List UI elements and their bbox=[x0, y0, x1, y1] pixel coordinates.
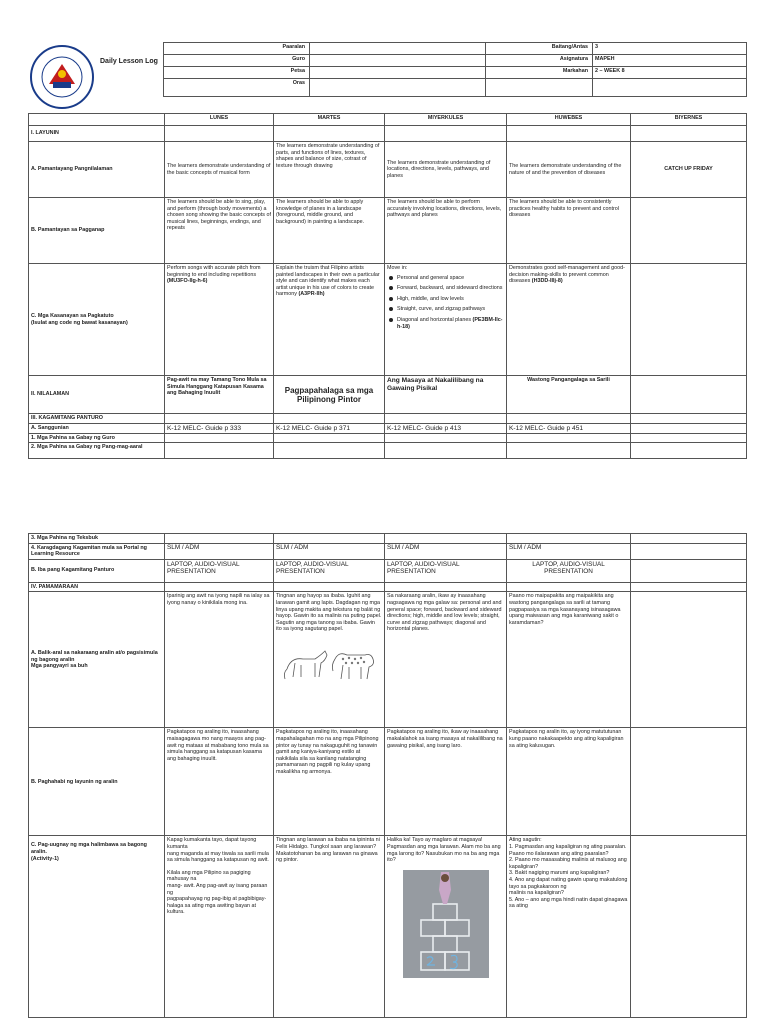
cell-text: pagpapahayag ng pag-ibig at pagbibigay-halaga sa ating mga awiting bayan at kultura. bbox=[167, 896, 267, 916]
empty-cell bbox=[165, 534, 274, 544]
cell-text: nang maganda at may tiwala sa sarili mula sa simula hanggang sa katapusan ng awit. bbox=[167, 850, 269, 864]
label-paaralan: Paaralan bbox=[164, 43, 310, 55]
laptop-miyerkules: LAPTOP, AUDIO-VISUAL PRESENTATION bbox=[385, 559, 507, 582]
empty-cell bbox=[385, 414, 507, 424]
cell-text: The learners should be able to consistently practices healthy habits to prevent and control diseases bbox=[507, 198, 631, 264]
slm-huwebes: SLM / ADM bbox=[507, 543, 631, 559]
cell-balik-aral-martes bbox=[274, 592, 385, 728]
sanggunian-martes: K-12 MELC- Guide p 371 bbox=[274, 423, 385, 433]
cell-pag-uugnay-huwebes bbox=[507, 836, 631, 1018]
empty-cell bbox=[631, 264, 747, 376]
cell-text: Pagkatapos ng araling ito, inaasahang mapahalagahan mo na ang mga Pilipinong pintor ay tunay na nakaguguhit ng tanawin gamit ang kaniya-kaniyang estilo at nakikilala sila sa kanilang natatanging pamamaraan ng pagpili ng kulay upang makalikha ng armonya. bbox=[274, 728, 385, 836]
row-label-sanggunian: A. Sanggunian bbox=[29, 423, 165, 433]
list-item-text: Diagonal and horizontal planes bbox=[397, 316, 472, 323]
empty-cell bbox=[507, 433, 631, 443]
empty-cell bbox=[631, 559, 747, 582]
label-oras: Oras bbox=[164, 79, 310, 97]
cell-text: The learners should be able to apply knowledge of planes in a landscape (foreground, middle ground, and background) in painting a landscape. bbox=[274, 198, 385, 264]
cell-text: Pagkatapos ng aralin ito, ay iyong matututunan kung paano nakakaapekto ang ating kapaligiran sa ating kalusugan. bbox=[507, 728, 631, 836]
label-markahan: Markahan bbox=[486, 67, 593, 79]
empty-cell bbox=[631, 543, 747, 559]
cell-text: Pagkatapos ng araling ito, inaasahang maisagagawa mo nang maayos ang pag-awit ng mataas at mababang tono mula sa simula hanggang sa katapusan kasama ang bahaging inuulit. bbox=[165, 728, 274, 836]
lesson-table-1 bbox=[28, 113, 747, 459]
row-label-pamamaraan: IV. PAMAMARAAN bbox=[29, 582, 165, 592]
day-header-biyernes: BIYERNES bbox=[631, 114, 747, 126]
row-label-teksbuk: 3. Mga Pahina ng Teksbuk bbox=[29, 534, 165, 544]
cell-text: The learners demonstrate understanding of the basic concepts of musical form bbox=[165, 142, 274, 198]
empty-cell bbox=[385, 443, 507, 459]
cell-text: The learners demonstrate understanding of parts, and functions of lines, textures, shapes and balance of size, cotrast of texture through drawing bbox=[274, 142, 385, 198]
empty-cell bbox=[165, 433, 274, 443]
empty-cell bbox=[507, 443, 631, 459]
empty-cell bbox=[631, 443, 747, 459]
nilalaman-lunes: Pag-awit na may Tamang Tono Mula sa Simula Hanggang Katapusan Kasama ang Bahaging Inuulit bbox=[165, 376, 274, 414]
value-petsa[interactable] bbox=[310, 67, 486, 79]
cell-text: 3. Bakit nagiging marumi ang kapaligiran? bbox=[509, 870, 610, 877]
balik-aral-label: A. Balik-aral sa nakaraang aralin at/o pagsisimula ng bagong aralin bbox=[31, 649, 158, 663]
cell-text: Explain the truism that Filipino artists painted landscapes in their own a particular style and can identify what makes each artist unique in his use of colors to create harmony bbox=[276, 265, 380, 298]
kasanayan-label: C. Mga Kasanayan sa Pagkatuto bbox=[31, 312, 114, 319]
row-label-iba-pang-kagamitan: B. Iba pang Kagamitang Panturo bbox=[29, 559, 165, 582]
cell-text: 4. Ano ang dapat nating gawin upang makatulong tayo sa pagkakaroon ng bbox=[509, 876, 628, 890]
laptop-martes: LAPTOP, AUDIO-VISUAL PRESENTATION bbox=[274, 559, 385, 582]
empty-cell bbox=[631, 414, 747, 424]
cell-text: Pagkatapos ng araling ito, ikaw ay inaasahang makalalahok sa isang masaya at nakalilibang na gawaing pisikal, ang isang laro. bbox=[385, 728, 507, 836]
empty-cell bbox=[507, 534, 631, 544]
row-label-paghahabi: B. Paghahabi ng layunin ng aralin bbox=[29, 728, 165, 836]
cell-text: Demonstrates good self-management and good-decision making-skills to prevent common diseases bbox=[509, 265, 625, 285]
empty-cell bbox=[507, 414, 631, 424]
slm-lunes: SLM / ADM bbox=[165, 543, 274, 559]
catch-up-friday: CATCH UP FRIDAY bbox=[631, 142, 747, 198]
label-guro: Guro bbox=[164, 55, 310, 67]
empty-cell bbox=[165, 126, 274, 142]
empty-cell bbox=[593, 79, 747, 97]
competency-code: (A3PR-IIh) bbox=[298, 291, 325, 298]
empty-cell bbox=[274, 414, 385, 424]
row-label-kagamitang-panturo: III. KAGAMITANG PANTURO bbox=[29, 414, 165, 424]
animal-drawing-figure bbox=[281, 639, 377, 683]
empty-cell bbox=[274, 534, 385, 544]
day-header-martes: MARTES bbox=[274, 114, 385, 126]
empty-cell bbox=[486, 79, 593, 97]
cell-text: Paano mo maipapakita ang maipakikita ang wastong pangangalaga sa sarili at tamang pagpapasiya sa mga kasanayang isinasagawa upang maiwasan ang mga karaniwang sakit o karamdaman? bbox=[507, 592, 631, 728]
row-label-kasanayan bbox=[29, 264, 165, 376]
list-item bbox=[397, 317, 504, 330]
cell-text: 5. Ano – ano ang mga hindi natin dapat ginagawa sa ating bbox=[509, 896, 628, 910]
value-guro[interactable] bbox=[310, 55, 486, 67]
empty-cell bbox=[631, 423, 747, 433]
day-header-huwebes: HUWEBES bbox=[507, 114, 631, 126]
balik-aral-sublabel: Mga pangyayri sa buh bbox=[31, 663, 88, 670]
document-title: Daily Lesson Log bbox=[100, 58, 158, 65]
cell-kasanayan-miyerkules bbox=[385, 264, 507, 376]
sanggunian-huwebes: K-12 MELC- Guide p 451 bbox=[507, 423, 631, 433]
cell-text: Tingnan ang hayop sa ibaba. Iguhit ang larawan gamit ang lapis. Dagdagan ng mga linya upang makita ang tekstura ng balát ng hayop. Gawin ito sa malinis na puting papel. Sagutin ang mga tanong sa ibaba. Gawin ito sa iyong sagutang papel. bbox=[276, 593, 382, 633]
cell-text: Kapag kumakanta tayo, dapat tayong kumanta bbox=[167, 837, 257, 850]
cell-kasanayan-martes bbox=[274, 264, 385, 376]
empty-cell bbox=[385, 534, 507, 544]
list-item: High, middle, and low levels bbox=[397, 296, 504, 303]
section-layunin: I. LAYUNIN bbox=[29, 126, 165, 142]
lesson-table-2 bbox=[28, 533, 747, 1018]
value-baitang: 3 bbox=[593, 43, 747, 55]
value-asignatura: MAPEH bbox=[593, 55, 747, 67]
cell-pag-uugnay-miyerkules bbox=[385, 836, 507, 1018]
hopscotch-photo bbox=[403, 870, 489, 978]
cell-text: Perform songs with accurate pitch from beginning to end including repetitions bbox=[167, 265, 261, 278]
empty-cell bbox=[165, 582, 274, 592]
pag-uugnay-label: C. Pag-uugnay ng mga halimbawa sa bagong aralin. bbox=[31, 842, 147, 855]
cell-text: The learners should be able to perform accurately involving locations, directions, levels, pathways and planes bbox=[385, 198, 507, 264]
pag-uugnay-sublabel: (Activity-1) bbox=[31, 855, 59, 862]
empty-cell bbox=[274, 126, 385, 142]
cell-text: The learners demonstrate understanding of the nature of and the prevention of diseases bbox=[507, 142, 631, 198]
cell-text: Halika ka! Tayo ay maglaro at magsaya! Pagmasdan ang mga larawan. Alam mo ba ang mga larong ito? Nasubukan mo na ba ang mga ito? bbox=[387, 837, 501, 864]
day-header-lunes: LUNES bbox=[165, 114, 274, 126]
cell-text: The learners demonstrate understanding of locations, directions, levels, pathways, and planes bbox=[385, 142, 507, 198]
value-paaralan[interactable] bbox=[310, 43, 486, 55]
row-label-pamantayang-pangnilalaman: A. Pamantayang Pangnilalaman bbox=[29, 142, 165, 198]
cell-text: Move in: bbox=[387, 265, 408, 271]
nilalaman-miyerkules: Ang Masaya at Nakalilibang na Gawaing Pisikal bbox=[385, 376, 507, 414]
empty-cell bbox=[631, 198, 747, 264]
row-label-pamantayan-sa-pagganap: B. Pamantayan sa Pagganap bbox=[29, 198, 165, 264]
cell-kasanayan-huwebes bbox=[507, 264, 631, 376]
label-baitang: Baitang/Antas bbox=[486, 43, 593, 55]
cell-text: 1. Pagmasdan ang kapaligiran ng ating paaralan. Paano mo ilalarawan ang ating paaralan? bbox=[509, 843, 627, 857]
nilalaman-martes: Pagpapahalaga sa mga Pilipinong Pintor bbox=[274, 376, 385, 414]
list-item: Straight, curve, and zigzag pathways bbox=[397, 306, 504, 313]
empty-cell bbox=[274, 433, 385, 443]
competency-code: (MU3FO-IIg-h-6) bbox=[167, 278, 208, 285]
cell-kasanayan-lunes bbox=[165, 264, 274, 376]
cell-text: Tingnan ang larawan sa ibaba na ipininta ni Felix Hidalgo. Tungkol saan ang larawan? Makatotohanan ba ang larawan na ginawa ng pintor. bbox=[274, 836, 385, 1018]
row-label-balik-aral bbox=[29, 592, 165, 728]
slm-miyerkules: SLM / ADM bbox=[385, 543, 507, 559]
row-label-gabay-guro: 1. Mga Pahina sa Gabay ng Guro bbox=[29, 433, 165, 443]
empty-cell bbox=[274, 582, 385, 592]
movement-list bbox=[387, 275, 504, 331]
day-header-miyerkules: MIYERKULES bbox=[385, 114, 507, 126]
nilalaman-huwebes: Wastong Pangangalaga sa Sarili bbox=[507, 376, 631, 414]
row-label-pag-uugnay bbox=[29, 836, 165, 1018]
empty-cell bbox=[631, 534, 747, 544]
empty-cell bbox=[385, 582, 507, 592]
row-label-karagdagang-kagamitan: 4. Karagdagang Kagamitan mula sa Portal ng Learning Resource bbox=[29, 543, 165, 559]
empty-cell bbox=[165, 414, 274, 424]
cell-text: mang- awit. Ang pag-awit ay isang paraan ng bbox=[167, 882, 268, 896]
empty-cell bbox=[631, 126, 747, 142]
cell-text: The learners should be able to sing, play, and perform (through body movements) a chosen song showing the basic concepts of musical lines, beginnings, endings, and repeats bbox=[165, 198, 274, 264]
empty-cell bbox=[631, 836, 747, 1018]
list-item: Personal and general space bbox=[397, 275, 504, 282]
sanggunian-miyerkules: K-12 MELC- Guide p 413 bbox=[385, 423, 507, 433]
cell-text: Sa nakaraang aralin, ikaw ay inaasahang nagsagawa ng mga galaw sa: personal and and general space; forward, backward and sideward directions; high, middle and low levels; straight, curve and zigzag pathways; diagonal and horizontal planes. bbox=[385, 592, 507, 728]
competency-code: (PE3BM-IIc-h-18) bbox=[397, 316, 503, 330]
sanggunian-lunes: K-12 MELC- Guide p 333 bbox=[165, 423, 274, 433]
laptop-huwebes: LAPTOP, AUDIO-VISUAL PRESENTATION bbox=[507, 559, 631, 582]
deped-seal bbox=[29, 44, 95, 110]
cell-pag-uugnay-lunes bbox=[165, 836, 274, 1018]
empty-cell bbox=[274, 443, 385, 459]
empty-cell bbox=[631, 582, 747, 592]
empty-cell bbox=[165, 443, 274, 459]
value-markahan: 2 – WEEK 8 bbox=[593, 67, 747, 79]
row-label-gabay-mag-aaral: 2. Mga Pahina sa Gabay ng Pang-mag-aaral bbox=[29, 443, 165, 459]
cell-text: Ating sagutin: bbox=[509, 837, 542, 844]
laptop-lunes: LAPTOP, AUDIO-VISUAL PRESENTATION bbox=[165, 559, 274, 582]
cell-text: 2. Paano mo masasabing malinis at malusog ang kapaligiran? bbox=[509, 857, 627, 870]
empty-cell bbox=[631, 728, 747, 836]
cell-text: Iparinig ang awit na iyong napili na ialay sa iyong nanay o kinikilala mong ina. bbox=[165, 592, 274, 728]
list-item: Forward, backward, and sideward directions bbox=[397, 285, 503, 292]
label-petsa: Petsa bbox=[164, 67, 310, 79]
header-table bbox=[163, 42, 747, 97]
kasanayan-sublabel: (Isulat ang code ng bawat kasanayan) bbox=[31, 319, 128, 326]
empty-cell bbox=[385, 126, 507, 142]
empty-cell bbox=[29, 114, 165, 126]
empty-cell bbox=[631, 433, 747, 443]
slm-martes: SLM / ADM bbox=[274, 543, 385, 559]
cell-text: malinis na kapaligiran? bbox=[509, 890, 564, 897]
row-label-nilalaman: II. NILALAMAN bbox=[29, 376, 165, 414]
empty-cell bbox=[631, 592, 747, 728]
empty-cell bbox=[631, 376, 747, 414]
empty-cell bbox=[507, 582, 631, 592]
competency-code: (H3DD-IIIj-8) bbox=[531, 278, 563, 285]
label-asignatura: Asignatura bbox=[486, 55, 593, 67]
value-oras[interactable] bbox=[310, 79, 486, 97]
cell-text: Kilala ang mga Pilipino sa pagiging mahusay na bbox=[167, 869, 251, 883]
empty-cell bbox=[507, 126, 631, 142]
empty-cell bbox=[385, 433, 507, 443]
